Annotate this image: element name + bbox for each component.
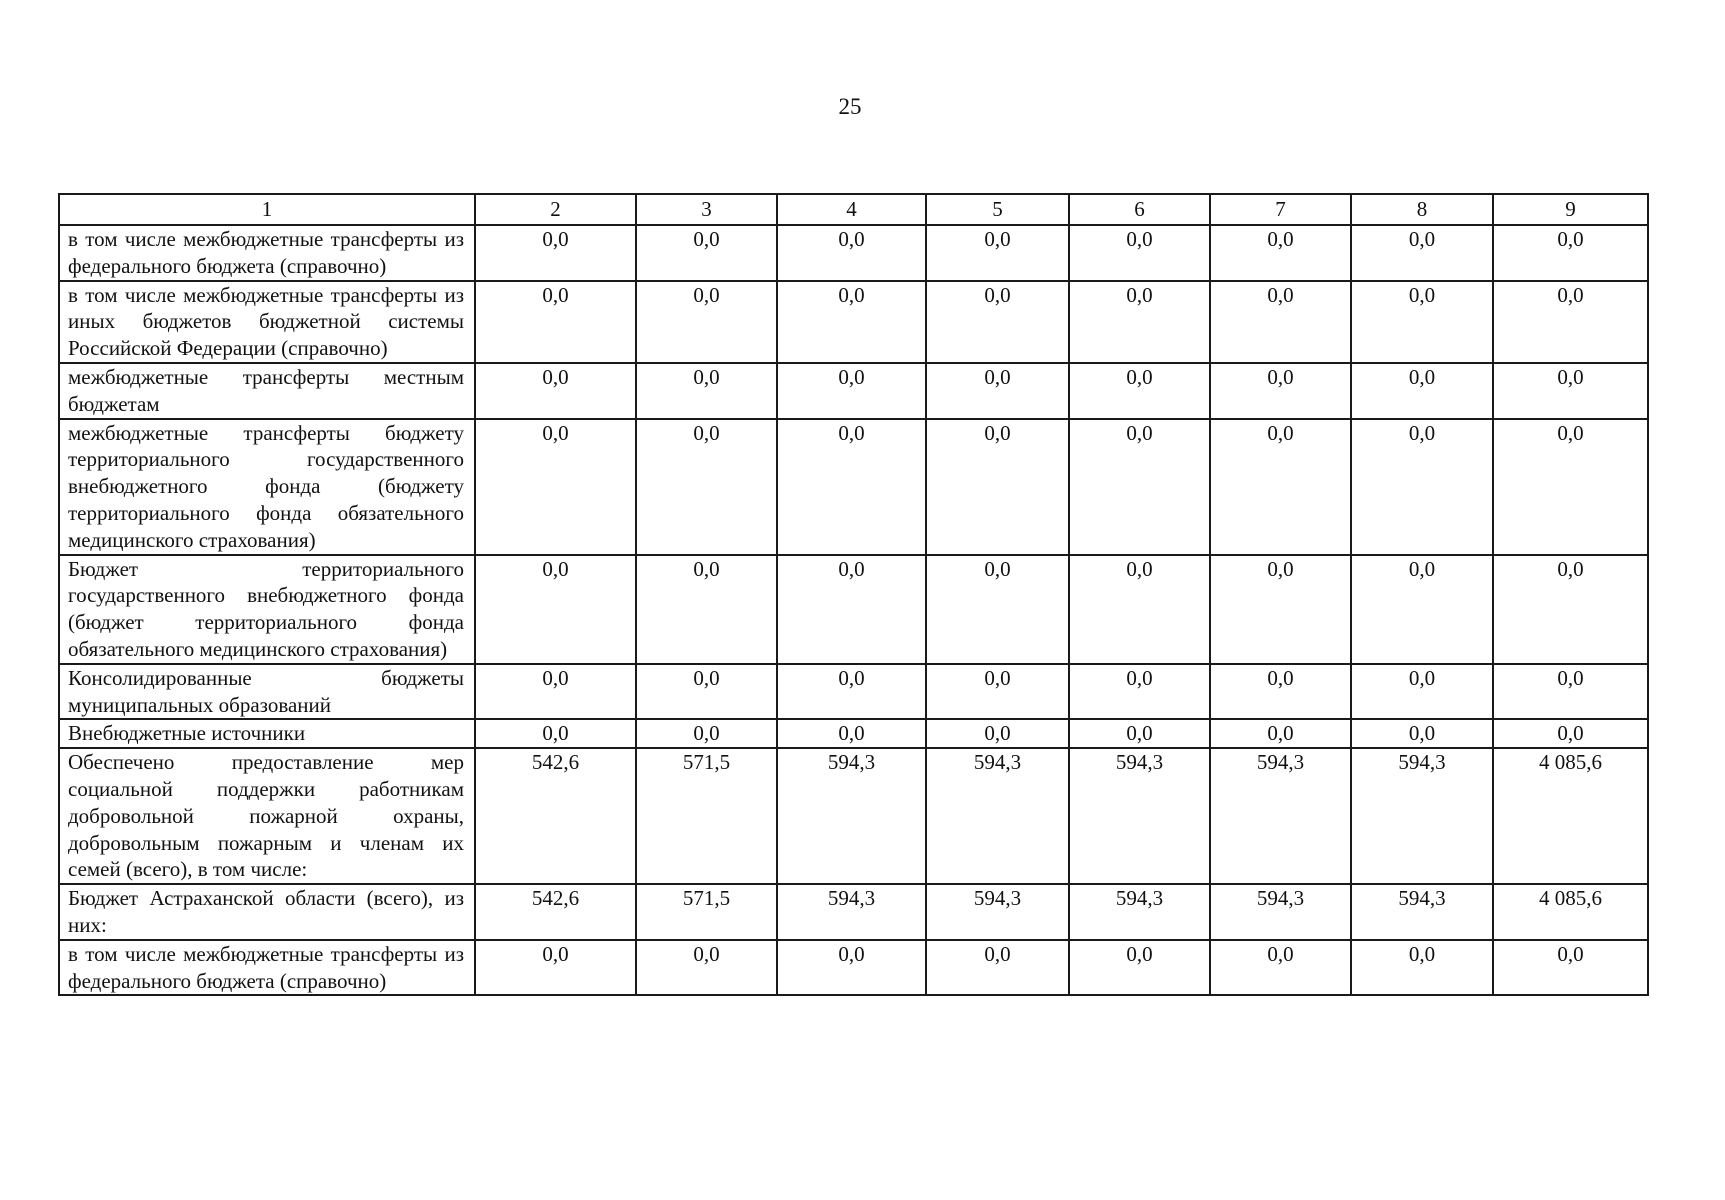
value-cell: 0,0 xyxy=(1351,363,1493,419)
table-row xyxy=(59,884,1648,940)
row-label: в том числе межбюджетные трансферты из федерального бюджета (справочно) xyxy=(59,225,475,281)
value-cell: 542,6 xyxy=(475,748,636,884)
value-cell: 0,0 xyxy=(777,281,926,363)
column-header: 8 xyxy=(1351,194,1493,225)
value-cell: 0,0 xyxy=(636,719,777,748)
value-cell: 0,0 xyxy=(1210,363,1351,419)
value-cell: 0,0 xyxy=(777,664,926,720)
value-cell: 0,0 xyxy=(1351,281,1493,363)
value-cell: 0,0 xyxy=(1069,664,1210,720)
value-cell: 0,0 xyxy=(1069,419,1210,555)
value-cell: 594,3 xyxy=(1351,748,1493,884)
value-cell: 0,0 xyxy=(926,225,1069,281)
row-label: Консолидированные бюджеты муниципальных образований xyxy=(59,664,475,720)
value-cell: 0,0 xyxy=(926,363,1069,419)
budget-table xyxy=(58,193,1649,996)
value-cell: 0,0 xyxy=(1493,719,1648,748)
column-header: 3 xyxy=(636,194,777,225)
value-cell: 0,0 xyxy=(1210,719,1351,748)
column-header: 2 xyxy=(475,194,636,225)
value-cell: 0,0 xyxy=(1493,664,1648,720)
value-cell: 594,3 xyxy=(1069,884,1210,940)
row-label: Бюджет территориального государственного внебюджетного фонда (бюджет территориального фонда обязательного медицинского страхования) xyxy=(59,555,475,664)
value-cell: 0,0 xyxy=(777,555,926,664)
value-cell: 0,0 xyxy=(1210,940,1351,996)
value-cell: 571,5 xyxy=(636,884,777,940)
row-label: Внебюджетные источники xyxy=(59,719,475,748)
value-cell: 594,3 xyxy=(1069,748,1210,884)
row-label: межбюджетные трансферты бюджету территориального государственного внебюджетного фонда (бюджету территориального фонда обязательного медицинского страхования) xyxy=(59,419,475,555)
value-cell: 0,0 xyxy=(1351,225,1493,281)
table-header-row xyxy=(59,194,1648,225)
value-cell: 0,0 xyxy=(926,555,1069,664)
value-cell: 0,0 xyxy=(1493,225,1648,281)
value-cell: 0,0 xyxy=(636,555,777,664)
value-cell: 0,0 xyxy=(1351,555,1493,664)
value-cell: 0,0 xyxy=(1493,940,1648,996)
value-cell: 542,6 xyxy=(475,884,636,940)
value-cell: 0,0 xyxy=(926,664,1069,720)
value-cell: 0,0 xyxy=(1069,225,1210,281)
table-row xyxy=(59,748,1648,884)
row-label: Бюджет Астраханской области (всего), из них: xyxy=(59,884,475,940)
value-cell: 0,0 xyxy=(1351,419,1493,555)
table-row xyxy=(59,555,1648,664)
value-cell: 0,0 xyxy=(1210,555,1351,664)
value-cell: 594,3 xyxy=(1210,748,1351,884)
value-cell: 0,0 xyxy=(1069,719,1210,748)
value-cell: 0,0 xyxy=(475,225,636,281)
value-cell: 0,0 xyxy=(475,719,636,748)
row-label: в том числе межбюджетные трансферты из федерального бюджета (справочно) xyxy=(59,940,475,996)
value-cell: 594,3 xyxy=(926,748,1069,884)
value-cell: 0,0 xyxy=(1210,419,1351,555)
table-row xyxy=(59,225,1648,281)
value-cell: 0,0 xyxy=(1351,940,1493,996)
value-cell: 571,5 xyxy=(636,748,777,884)
value-cell: 594,3 xyxy=(926,884,1069,940)
value-cell: 0,0 xyxy=(1069,281,1210,363)
value-cell: 0,0 xyxy=(636,363,777,419)
row-label: межбюджетные трансферты местным бюджетам xyxy=(59,363,475,419)
value-cell: 0,0 xyxy=(1069,940,1210,996)
table-row xyxy=(59,664,1648,720)
value-cell: 0,0 xyxy=(1210,664,1351,720)
table-body xyxy=(59,194,1648,995)
value-cell: 0,0 xyxy=(1069,363,1210,419)
value-cell: 0,0 xyxy=(475,555,636,664)
value-cell: 594,3 xyxy=(777,748,926,884)
column-header: 7 xyxy=(1210,194,1351,225)
value-cell: 0,0 xyxy=(1493,363,1648,419)
value-cell: 0,0 xyxy=(475,940,636,996)
value-cell: 0,0 xyxy=(777,225,926,281)
table-row xyxy=(59,940,1648,996)
value-cell: 0,0 xyxy=(926,419,1069,555)
value-cell: 0,0 xyxy=(636,664,777,720)
value-cell: 0,0 xyxy=(777,419,926,555)
value-cell: 0,0 xyxy=(636,419,777,555)
value-cell: 0,0 xyxy=(1210,225,1351,281)
value-cell: 0,0 xyxy=(926,719,1069,748)
row-label: в том числе межбюджетные трансферты из иных бюджетов бюджетной системы Российской Федерации (справочно) xyxy=(59,281,475,363)
value-cell: 0,0 xyxy=(1493,419,1648,555)
value-cell: 0,0 xyxy=(475,419,636,555)
value-cell: 0,0 xyxy=(1493,281,1648,363)
row-label: Обеспечено предоставление мер социальной поддержки работникам добровольной пожарной охраны, добровольным пожарным и членам их семей (всего), в том числе: xyxy=(59,748,475,884)
table-row xyxy=(59,719,1648,748)
value-cell: 0,0 xyxy=(926,281,1069,363)
column-header: 1 xyxy=(59,194,475,225)
value-cell: 0,0 xyxy=(1351,664,1493,720)
value-cell: 0,0 xyxy=(636,225,777,281)
value-cell: 0,0 xyxy=(475,664,636,720)
value-cell: 0,0 xyxy=(1069,555,1210,664)
table-row xyxy=(59,281,1648,363)
value-cell: 0,0 xyxy=(777,363,926,419)
page-number: 25 xyxy=(838,94,862,119)
value-cell: 0,0 xyxy=(1351,719,1493,748)
column-header: 5 xyxy=(926,194,1069,225)
value-cell: 594,3 xyxy=(1210,884,1351,940)
value-cell: 0,0 xyxy=(926,940,1069,996)
value-cell: 0,0 xyxy=(475,281,636,363)
value-cell: 0,0 xyxy=(636,281,777,363)
column-header: 6 xyxy=(1069,194,1210,225)
value-cell: 0,0 xyxy=(636,940,777,996)
value-cell: 0,0 xyxy=(1493,555,1648,664)
value-cell: 594,3 xyxy=(1351,884,1493,940)
value-cell: 594,3 xyxy=(777,884,926,940)
value-cell: 0,0 xyxy=(777,719,926,748)
table-row xyxy=(59,419,1648,555)
value-cell: 0,0 xyxy=(1210,281,1351,363)
value-cell: 4 085,6 xyxy=(1493,884,1648,940)
table-row xyxy=(59,363,1648,419)
value-cell: 4 085,6 xyxy=(1493,748,1648,884)
column-header: 9 xyxy=(1493,194,1648,225)
column-header: 4 xyxy=(777,194,926,225)
value-cell: 0,0 xyxy=(777,940,926,996)
value-cell: 0,0 xyxy=(475,363,636,419)
